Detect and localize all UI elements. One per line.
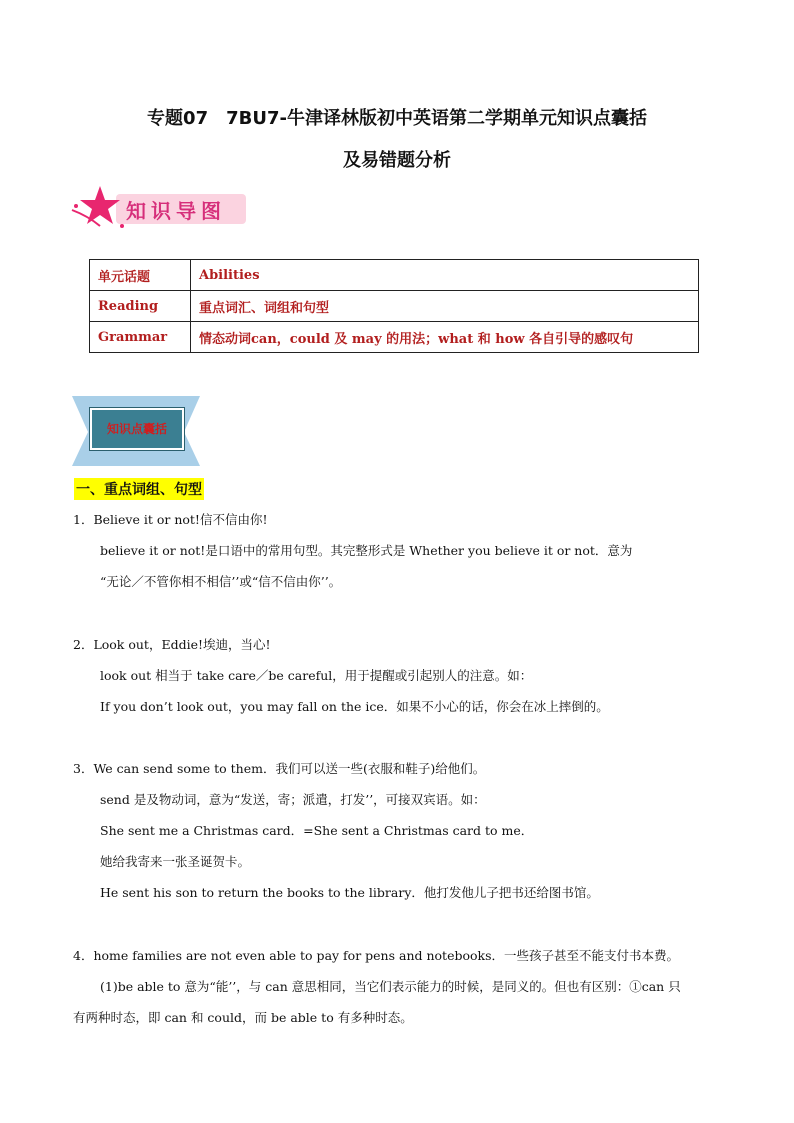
- badge-label: 知识点囊括: [106, 422, 167, 436]
- item-line: (1)be able to 意为“能’’，与 can 意思相同，当它们表示能力的时候，是同义的。但也有区别：①can 只: [100, 979, 681, 994]
- table-cell-value: 情态动词can，could 及 may 的用法；what 和 how 各自引导的感叹句: [191, 322, 699, 353]
- table-row: [90, 322, 699, 353]
- table-cell-value: Abilities: [191, 260, 699, 291]
- document-title-line2: 及易错题分析: [343, 150, 451, 171]
- item-heading: 1．Believe it or not!信不信由你!: [73, 512, 268, 527]
- section-heading: 一、重点词组、句型: [74, 478, 204, 500]
- item-line: “无论／不管你相不相信’’或“信不信由你’’。: [100, 574, 342, 589]
- star-icon: [70, 182, 130, 234]
- table-cell-key: 单元话题: [90, 260, 191, 291]
- item-line: If you don’t look out，you may fall on the ice．如果不小心的话，你会在冰上摔倒的。: [100, 699, 609, 714]
- item-heading: 3．We can send some to them．我们可以送一些(衣服和鞋子)给他们。: [73, 761, 486, 776]
- section-badge: [72, 396, 202, 468]
- item-line: believe it or not!是口语中的常用句型。其完整形式是 Whether you believe it or not．意为: [100, 543, 633, 558]
- knowledge-map-banner: [70, 182, 250, 234]
- table-row: [90, 260, 699, 291]
- item-line: She sent me a Christmas card．=She sent a Christmas card to me．: [100, 823, 534, 838]
- item-line: He sent his son to return the books to the library．他打发他儿子把书还给图书馆。: [100, 885, 599, 900]
- topic-table: [89, 259, 699, 353]
- table-cell-key: Reading: [90, 291, 191, 322]
- table-row: [90, 291, 699, 322]
- item-line: 有两种时态，即 can 和 could，而 be able to 有多种时态。: [73, 1010, 413, 1025]
- document-title-line1: 专题07 7BU7-牛津译林版初中英语第二学期单元知识点囊括: [147, 108, 647, 129]
- banner-label: 知识导图: [126, 199, 226, 223]
- item-heading: 4．home families are not even able to pay for pens and notebooks．一些孩子甚至不能支付书本费。: [73, 948, 680, 963]
- item-heading: 2．Look out，Eddie!埃迪，当心!: [73, 637, 271, 652]
- item-line: send 是及物动词，意为“发送，寄；派遣，打发’’，可接双宾语。如：: [100, 792, 486, 807]
- item-line: 她给我寄来一张圣诞贺卡。: [100, 854, 251, 869]
- item-line: look out 相当于 take care／be careful，用于提醒或引起别人的注意。如：: [100, 668, 533, 683]
- table-cell-value: 重点词汇、词组和句型: [191, 291, 699, 322]
- table-cell-key: Grammar: [90, 322, 191, 353]
